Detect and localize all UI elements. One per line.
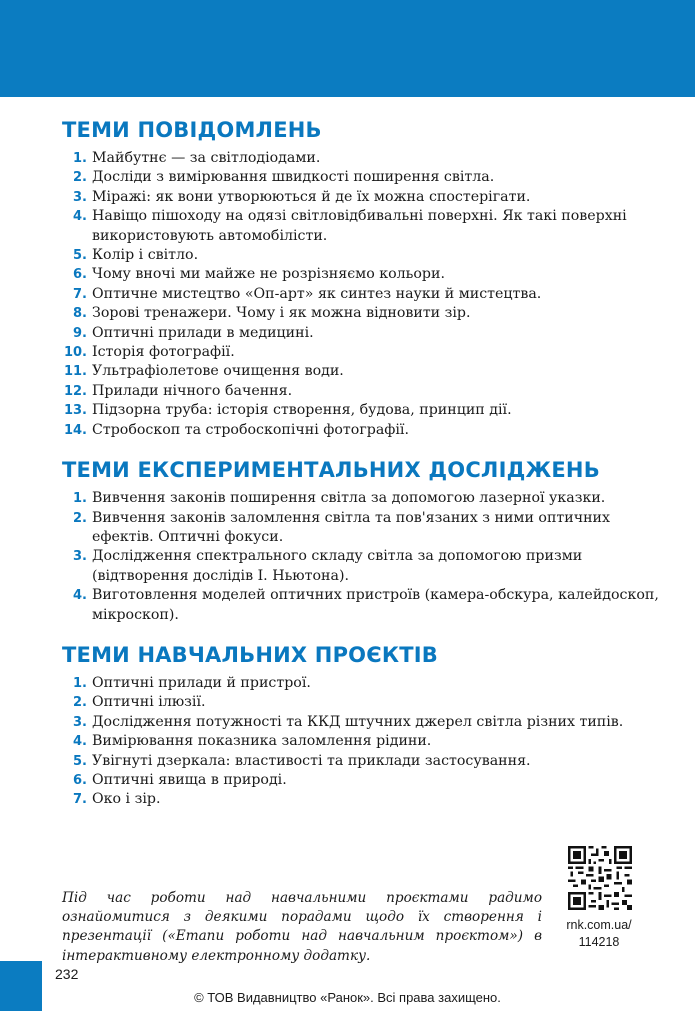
list-item: [62, 547, 662, 586]
item-text: Оптичні прилади в медицині.: [92, 324, 314, 341]
item-text: Ультрафіолетове очищення води.: [92, 363, 344, 380]
list-item: [62, 188, 662, 207]
item-number: 3.: [73, 189, 87, 205]
section-title: ТЕМИ ЕКСПЕРИМЕНТАЛЬНИХ ДОСЛІДЖЕНЬ: [62, 458, 600, 483]
list-item: [62, 168, 662, 187]
section-title: ТЕМИ НАВЧАЛЬНИХ ПРОЄКТІВ: [62, 642, 438, 667]
list-item: [62, 246, 662, 265]
item-text: Підзорна труба: історія створення, будова, принцип дії.: [92, 402, 512, 419]
list-item: [62, 421, 662, 440]
messages-topics-section: [62, 117, 662, 440]
item-number: 14.: [63, 422, 87, 438]
list-item: [62, 207, 662, 246]
item-text: Виготовлення моделей оптичних пристроїв (камера-обскура, калейдоскоп, мікроскоп).: [92, 587, 659, 623]
item-text: Оптичні ілюзії.: [92, 694, 206, 711]
item-text: Історія фотографії.: [92, 344, 235, 361]
item-text: Майбутнє — за світлодіодами.: [92, 150, 321, 166]
list-item: [62, 265, 662, 284]
list-item: [62, 693, 662, 712]
qr-code-icon[interactable]: [568, 846, 632, 910]
list-item: [62, 489, 662, 508]
list-item: [62, 790, 662, 809]
list-item: [62, 771, 662, 790]
item-text: Оптичне мистецтво «Оп-арт» як синтез науки й мистецтва.: [92, 285, 542, 302]
item-number: 3.: [73, 549, 87, 565]
item-number: 9.: [73, 325, 87, 341]
page-number: 232: [55, 966, 79, 982]
item-text: Досліди з вимірювання швидкості поширення світла.: [92, 169, 495, 186]
item-number: 2.: [73, 170, 87, 186]
item-text: Зорові тренажери. Чому і як можна відновити зір.: [92, 305, 471, 322]
list-item: [62, 343, 662, 362]
top-color-band: [0, 0, 695, 97]
list-item: [62, 713, 662, 732]
item-number: 4.: [73, 209, 87, 225]
item-number: 5.: [73, 248, 87, 264]
item-number: 1.: [73, 151, 87, 166]
list-item: [62, 509, 662, 548]
item-number: 10.: [63, 345, 87, 361]
item-text: Вивчення законів заломлення світла та пов'язаних з ними оптичних ефектів. Оптичні фокуси.: [92, 509, 611, 545]
item-text: Вимірювання показника заломлення рідини.: [92, 733, 432, 750]
item-text: Дослідження спектрального складу світла за допомогою призми (відтворення дослідів І. Ньютона).: [92, 548, 583, 584]
list-item: [62, 586, 662, 625]
topics-list: [62, 149, 662, 440]
experiments-topics-section: [62, 457, 662, 625]
list-item: [62, 732, 662, 751]
copyright-footer: © ТОВ Видавництво «Ранок». Всі права захищено.: [194, 990, 501, 1005]
item-number: 4.: [73, 734, 87, 750]
item-number: 4.: [73, 588, 87, 604]
item-number: 12.: [63, 383, 87, 399]
item-text: Увігнуті дзеркала: властивості та приклади застосування.: [92, 752, 531, 769]
item-number: 11.: [63, 364, 87, 380]
item-number: 6.: [73, 772, 87, 788]
list-item: [62, 149, 662, 168]
qr-code-number: 114218: [578, 935, 620, 949]
item-number: 2.: [73, 695, 87, 711]
list-item: [62, 304, 662, 323]
item-text: Оптичні прилади й пристрої.: [92, 674, 311, 691]
list-item: [62, 752, 662, 771]
item-number: 2.: [73, 510, 87, 526]
item-number: 1.: [73, 675, 87, 691]
item-text: Навіщо пішоходу на одязі світловідбивальні поверхні. Як такі поверхні використовують автомобілісти.: [92, 208, 627, 244]
item-number: 13.: [63, 403, 87, 419]
item-text: Вивчення законів поширення світла за допомогою лазерної указки.: [92, 490, 606, 507]
item-text: Дослідження потужності та ККД штучних джерел світла різних типів.: [92, 713, 624, 730]
qr-caption: [556, 917, 642, 951]
topics-list: [62, 674, 662, 810]
item-number: 7.: [73, 792, 87, 808]
item-number: 7.: [73, 286, 87, 302]
item-text: Прилади нічного бачення.: [92, 382, 293, 399]
item-text: Око і зір.: [92, 791, 161, 808]
item-text: Оптичні явища в природі.: [92, 771, 287, 788]
list-item: [62, 324, 662, 343]
item-number: 8.: [73, 306, 87, 322]
qr-link-text[interactable]: rnk.com.ua/: [566, 918, 632, 932]
list-item: [62, 674, 662, 693]
list-item: [62, 382, 662, 401]
item-number: 1.: [73, 491, 87, 507]
item-number: 3.: [73, 714, 87, 730]
item-number: 6.: [73, 267, 87, 283]
item-text: Міражі: як вони утворюються й де їх можна спостерігати.: [92, 188, 531, 205]
list-item: [62, 362, 662, 381]
topics-list: [62, 489, 662, 625]
projects-topics-section: [62, 642, 662, 810]
item-number: 5.: [73, 753, 87, 769]
page-content: [62, 117, 662, 810]
section-title: ТЕМИ ПОВІДОМЛЕНЬ: [62, 118, 322, 142]
interactive-appendix-note: Під час роботи над навчальними проєктами радимо ознайомитися з деякими порадами щодо їх створення і презентації («Етапи роботи над навчальним проєктом») в інтерактивному електронному додатку.: [62, 889, 542, 964]
item-text: Чому вночі ми майже не розрізняємо кольори.: [92, 266, 445, 283]
list-item: [62, 285, 662, 304]
item-text: Стробоскоп та стробоскопічні фотографії.: [92, 421, 409, 438]
item-text: Колір і світло.: [92, 247, 199, 264]
list-item: [62, 401, 662, 420]
